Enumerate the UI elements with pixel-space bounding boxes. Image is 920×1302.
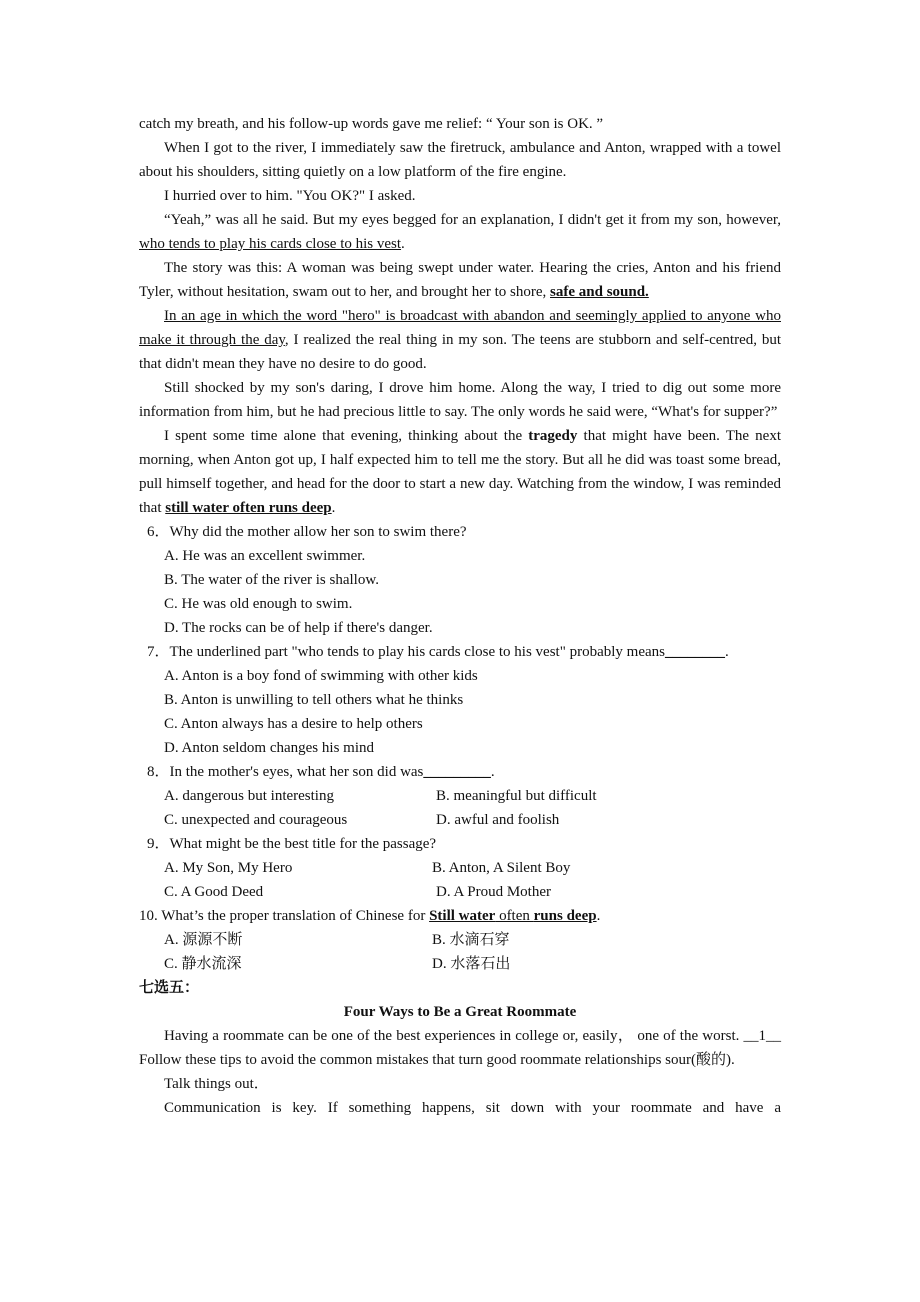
question-8-option: C. unexpected and courageous [164, 812, 348, 828]
passage-paragraph [139, 256, 781, 304]
answer-blank: ________ [664, 644, 725, 660]
question-8-options-row [139, 784, 781, 808]
question-6-option: D. The rocks can be of help if there's danger. [164, 620, 433, 636]
passage-paragraph [139, 304, 781, 376]
text-run: 7．The underlined part "who tends to play his cards close to his vest" probably means [147, 644, 665, 660]
question-9-options-row [139, 856, 781, 880]
question-10-options-row [139, 928, 781, 952]
text-run: often [495, 908, 534, 924]
question-10-option: A. 源源不断 [164, 932, 243, 948]
bold-word: tragedy [528, 428, 578, 444]
passage-paragraph: Still shocked by my son's daring, I drove him home. Along the way, I tried to dig out some more information from him, but he had precious little to say. The only words he said were, “What's for supper?” [139, 380, 781, 420]
passage-paragraph: When I got to the river, I immediately saw the firetruck, ambulance and Anton, wrapped with a towel about his shoulders, sitting quietly on a low platform of the fire engine. [139, 140, 781, 180]
text-run: 8．In the mother's eyes, what her son did was [147, 764, 424, 780]
text-run: . [331, 500, 336, 516]
text-run: runs deep [533, 908, 597, 924]
section-heading: 七选五： [139, 980, 200, 996]
question-8-stem [139, 760, 781, 784]
question-7-stem [139, 640, 781, 664]
answer-blank: _________ [423, 764, 491, 780]
text-run: I spent some time alone that evening, thinking about the [164, 428, 529, 444]
question-8-option: A. dangerous but interesting [164, 788, 334, 804]
text-run: Still water [429, 908, 496, 924]
text-run: Follow these tips to avoid the common mistakes that turn good roommate relationships sour(酸的). [139, 1052, 735, 1068]
text-run: 10. What’s the proper translation of Chinese for [139, 908, 430, 924]
bold-underlined-phrase: safe and sound. [550, 284, 649, 300]
question-10-stem [139, 904, 781, 928]
question-8-option: B. meaningful but difficult [436, 788, 597, 804]
text-run: . [596, 908, 601, 924]
passage-paragraph: Communication is key. If something happens, sit down with your roommate and have a [164, 1100, 781, 1116]
text-run: that might have been. The next morning, when Anton got up, I half expected him to tell me the story. But all he did was toast some bread, pull himself together, and head for the door to start a new day. Watching from the window, I was reminded that [139, 428, 781, 516]
question-6-option: A. He was an excellent swimmer. [164, 548, 366, 564]
question-9-option: C. A Good Deed [164, 884, 264, 900]
question-7-option: B. Anton is unwilling to tell others what he thinks [164, 692, 464, 708]
question-8-options-row [139, 808, 781, 832]
question-9-stem: 9．What might be the best title for the passage? [147, 836, 437, 852]
question-9-options-row [139, 880, 781, 904]
underlined-phrase: who tends to play his cards close to his vest [139, 236, 402, 252]
question-9-option: B. Anton, A Silent Boy [432, 860, 571, 876]
question-10-option: B. 水滴石穿 [432, 932, 510, 948]
question-7-option: D. Anton seldom changes his mind [164, 740, 374, 756]
bold-underlined-phrase [429, 908, 597, 924]
text-run: . [401, 236, 405, 252]
text-run: . [490, 764, 495, 780]
text-run: Having a roommate can be one of the best experiences in college or, easily， one of the worst. [164, 1028, 744, 1044]
text-run: , I realized the real thing in my son. The teens are stubborn and self-centred, but that didn't mean they have no desire to do good. [139, 332, 781, 372]
passage-paragraph [139, 208, 781, 256]
question-8-option: D. awful and foolish [436, 812, 560, 828]
question-6-stem: 6．Why did the mother allow her son to swim there? [147, 524, 467, 540]
question-6-option: C. He was old enough to swim. [164, 596, 353, 612]
document-page [139, 112, 781, 1120]
answer-blank: __1__ [743, 1028, 781, 1044]
question-7-option: C. Anton always has a desire to help others [164, 716, 423, 732]
underlined-phrase: In an age in which the word "hero" is broadcast with abandon and seemingly applied to anyone who make it through the day [139, 308, 781, 348]
text-run: The story was this: A woman was being swept under water. Hearing the cries, Anton and his friend Tyler, without hesitation, swam out to her, and brought her to shore, [139, 260, 781, 300]
passage-paragraph: catch my breath, and his follow-up words gave me relief: “ Your son is OK. ” [139, 116, 604, 132]
question-7-option: A. Anton is a boy fond of swimming with other kids [164, 668, 478, 684]
question-9-option: D. A Proud Mother [436, 884, 552, 900]
passage-paragraph [139, 1024, 781, 1072]
question-10-option: C. 静水流深 [164, 956, 242, 972]
text-run: “Yeah,” was all he said. But my eyes begged for an explanation, I didn't get it from my son, however, [164, 212, 781, 228]
bold-underlined-phrase: still water often runs deep [165, 500, 332, 516]
question-10-option: D. 水落石出 [432, 956, 511, 972]
passage-paragraph [139, 424, 781, 520]
text-run: . [724, 644, 729, 660]
question-6-option: B. The water of the river is shallow. [164, 572, 379, 588]
passage-title: Four Ways to Be a Great Roommate [343, 1004, 577, 1020]
passage-paragraph: I hurried over to him. "You OK?" I asked. [164, 188, 416, 204]
subheading: Talk things out． [164, 1076, 269, 1092]
question-9-option: A. My Son, My Hero [164, 860, 293, 876]
question-10-options-row [139, 952, 781, 976]
